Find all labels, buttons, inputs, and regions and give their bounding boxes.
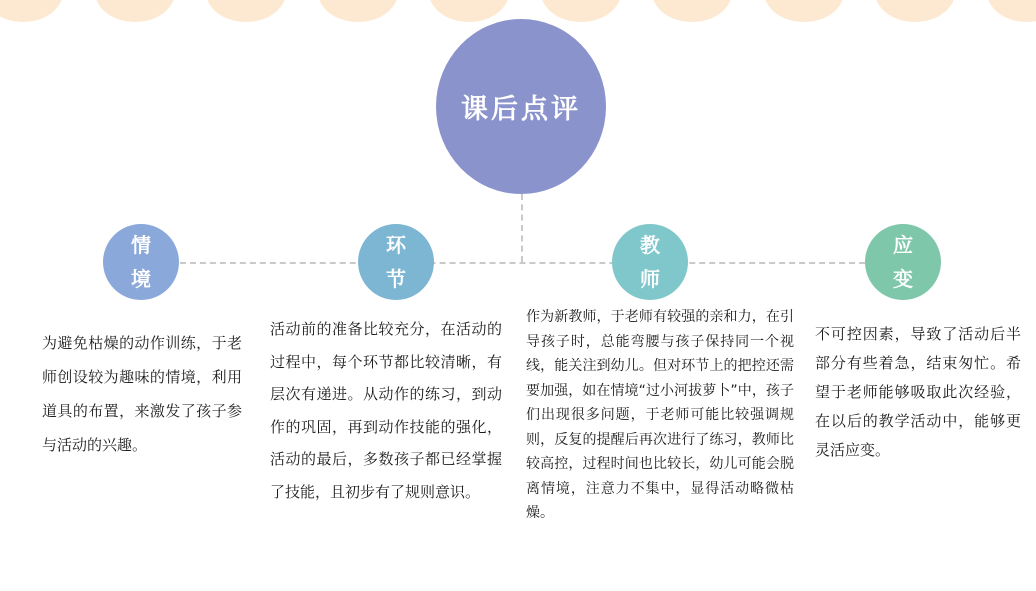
situation-description: 为避免枯燥的动作训练，于老师创设较为趣味的情境，利用道具的布置，来激发了孩子参与活动的兴趣。: [42, 334, 242, 454]
vertical-connector: [521, 194, 523, 262]
scallop: [987, 0, 1036, 22]
node-segment-label: 环节: [386, 233, 406, 291]
node-situation: [103, 224, 179, 300]
scallop: [0, 0, 63, 22]
scallop: [206, 0, 286, 22]
scallop: [429, 0, 509, 22]
node-situation-label: 情境: [131, 233, 151, 291]
scallop: [875, 0, 955, 22]
segment-description: 活动前的准备比较充分，在活动的过程中，每个环节都比较清晰，有层次有递进。从动作的练习，到动作的巩固，再到动作技能的强化，活动的最后，多数孩子都已经掌握了技能，且初步有了规则意识。: [270, 320, 502, 501]
node-teacher-label: 教师: [640, 233, 660, 291]
scallop: [95, 0, 175, 22]
hub-circle: [436, 19, 606, 194]
node-teacher: [612, 224, 688, 300]
scallop: [318, 0, 398, 22]
hub-title: 课后点评: [461, 94, 581, 125]
horizontal-connector: [140, 262, 905, 264]
node-adaptability-label: 应变: [893, 233, 913, 291]
adaptability-description: 不可控因素，导致了活动后半部分有些着急，结束匆忙。希望于老师能够吸取此次经验，在以后的教学活动中，能够更灵活应变。: [815, 325, 1021, 459]
scallop: [541, 0, 621, 22]
scallop: [764, 0, 844, 22]
teacher-description: 作为新教师，于老师有较强的亲和力，在引导孩子时，总能弯腰与孩子保持同一个视线，能关注到幼儿。但对环节上的把控还需要加强，如在情境“过小河拔萝卜”中，孩子们出现很多问题，于老师可能比较强调规则，反复的提醒后再次进行了练习，教师比较高控，过程时间也比较长，幼儿可能会脱离情境，注意力不集中，显得活动略微枯燥。: [526, 309, 794, 521]
node-segment: [358, 224, 434, 300]
node-adaptability: [865, 224, 941, 300]
scallop: [652, 0, 732, 22]
